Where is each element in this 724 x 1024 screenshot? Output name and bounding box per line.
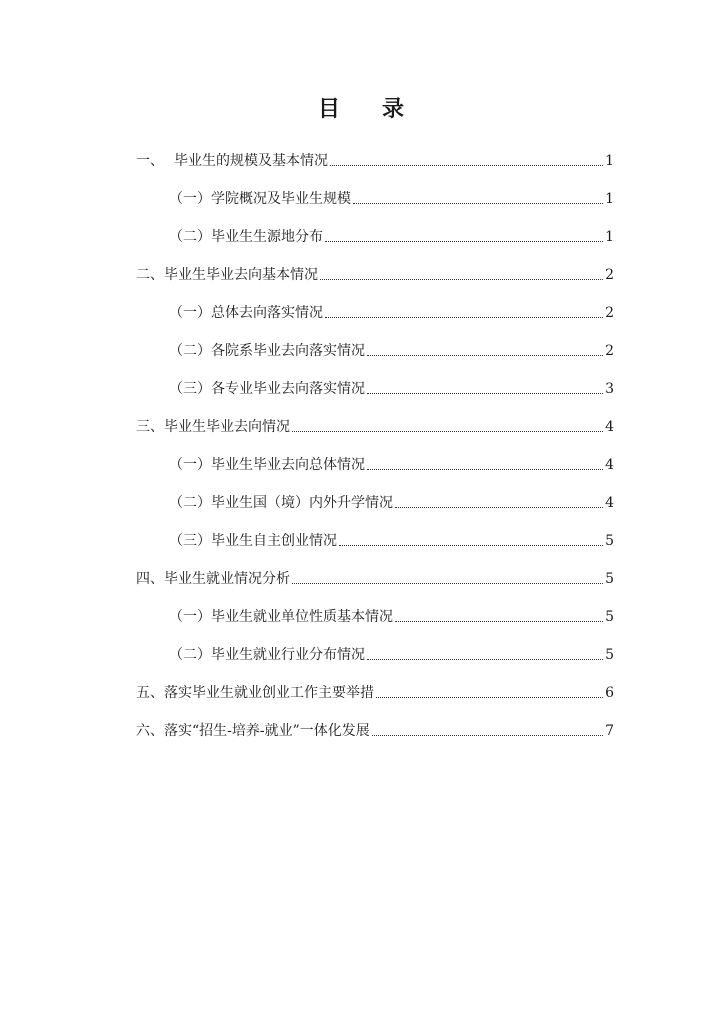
toc-entry-number: （三） (169, 381, 211, 397)
toc-entry[interactable] (136, 712, 614, 750)
toc-entry[interactable] (136, 370, 614, 408)
toc-page-number: 4 (605, 457, 614, 473)
toc-entry[interactable] (136, 484, 614, 522)
toc-dot-leader (320, 279, 603, 280)
toc-dot-leader (395, 507, 603, 508)
toc-entry-text: 毕业生自主创业情况 (211, 533, 337, 549)
toc-page-number: 5 (605, 609, 614, 625)
toc-page-number: 4 (605, 419, 614, 435)
toc-page-number: 1 (605, 191, 614, 207)
toc-entry-text: 毕业生毕业去向总体情况 (211, 457, 365, 473)
toc-entry-text: 毕业生毕业去向基本情况 (164, 267, 318, 283)
toc-dot-leader (395, 621, 603, 622)
toc-entry-text: 落实“招生-培养-就业”一体化发展 (164, 723, 370, 739)
toc-list (136, 142, 614, 750)
toc-title-char: 目 (317, 97, 342, 122)
toc-entry-number: （二） (169, 229, 211, 245)
toc-page-number: 2 (605, 343, 614, 359)
toc-dot-leader (376, 697, 603, 698)
toc-entry-number: （二） (169, 495, 211, 511)
toc-entry-text: 毕业生生源地分布 (211, 229, 323, 245)
toc-entry-number: （一） (169, 191, 211, 207)
toc-entry-text: 各院系毕业去向落实情况 (211, 343, 365, 359)
toc-title-char: 录 (382, 97, 407, 122)
toc-page-number: 5 (605, 571, 614, 587)
toc-entry-number: （一） (169, 457, 211, 473)
toc-dot-leader (292, 583, 603, 584)
toc-dot-leader (372, 735, 603, 736)
toc-entry-text: 毕业生就业行业分布情况 (211, 647, 365, 663)
toc-entry[interactable] (136, 446, 614, 484)
toc-dot-leader (353, 203, 603, 204)
toc-page-number: 7 (605, 723, 614, 739)
toc-entry[interactable] (136, 142, 614, 180)
toc-entry-number: 二、 (136, 267, 164, 283)
toc-entry-text: 毕业生的规模及基本情况 (174, 153, 328, 169)
toc-entry[interactable] (136, 180, 614, 218)
toc-entry[interactable] (136, 674, 614, 712)
toc-entry[interactable] (136, 218, 614, 256)
toc-entry-number: （一） (169, 305, 211, 321)
toc-dot-leader (367, 469, 603, 470)
toc-dot-leader (367, 355, 603, 356)
toc-entry-number: 一、 (136, 153, 164, 169)
toc-dot-leader (367, 393, 603, 394)
toc-entry-text: 各专业毕业去向落实情况 (211, 381, 365, 397)
toc-entry-number: （一） (169, 609, 211, 625)
toc-page-number: 1 (605, 153, 614, 169)
toc-dot-leader (292, 431, 603, 432)
toc-entry-text: 毕业生国（境）内外升学情况 (211, 495, 393, 511)
toc-entry-number: 五、 (136, 685, 164, 701)
toc-entry[interactable] (136, 294, 614, 332)
toc-entry-text: 总体去向落实情况 (211, 305, 323, 321)
toc-dot-leader (325, 241, 603, 242)
toc-dot-leader (325, 317, 603, 318)
toc-entry[interactable] (136, 408, 614, 446)
toc-entry-number: （二） (169, 647, 211, 663)
toc-page-number: 3 (605, 381, 614, 397)
toc-entry-text: 落实毕业生就业创业工作主要举措 (164, 685, 374, 701)
toc-dot-leader (367, 659, 603, 660)
toc-page-number: 2 (605, 267, 614, 283)
toc-page-number: 5 (605, 533, 614, 549)
toc-entry-number: 三、 (136, 419, 164, 435)
toc-entry[interactable] (136, 522, 614, 560)
toc-entry-number: 四、 (136, 571, 164, 587)
toc-entry-number: 六、 (136, 723, 164, 739)
toc-page-number: 4 (605, 495, 614, 511)
toc-entry-text: 学院概况及毕业生规模 (211, 191, 351, 207)
toc-entry-text: 毕业生就业情况分析 (164, 571, 290, 587)
toc-entry-number: （二） (169, 343, 211, 359)
toc-entry[interactable] (136, 560, 614, 598)
toc-entry[interactable] (136, 256, 614, 294)
toc-page-number: 5 (605, 647, 614, 663)
toc-page-number: 6 (605, 685, 614, 701)
toc-entry[interactable] (136, 636, 614, 674)
toc-entry[interactable] (136, 598, 614, 636)
toc-entry-text: 毕业生毕业去向情况 (164, 419, 290, 435)
toc-title (0, 92, 724, 123)
toc-dot-leader (339, 545, 603, 546)
toc-page-number: 1 (605, 229, 614, 245)
toc-dot-leader (330, 165, 603, 166)
toc-entry-text: 毕业生就业单位性质基本情况 (211, 609, 393, 625)
toc-page-number: 2 (605, 305, 614, 321)
toc-entry-number: （三） (169, 533, 211, 549)
toc-entry[interactable] (136, 332, 614, 370)
